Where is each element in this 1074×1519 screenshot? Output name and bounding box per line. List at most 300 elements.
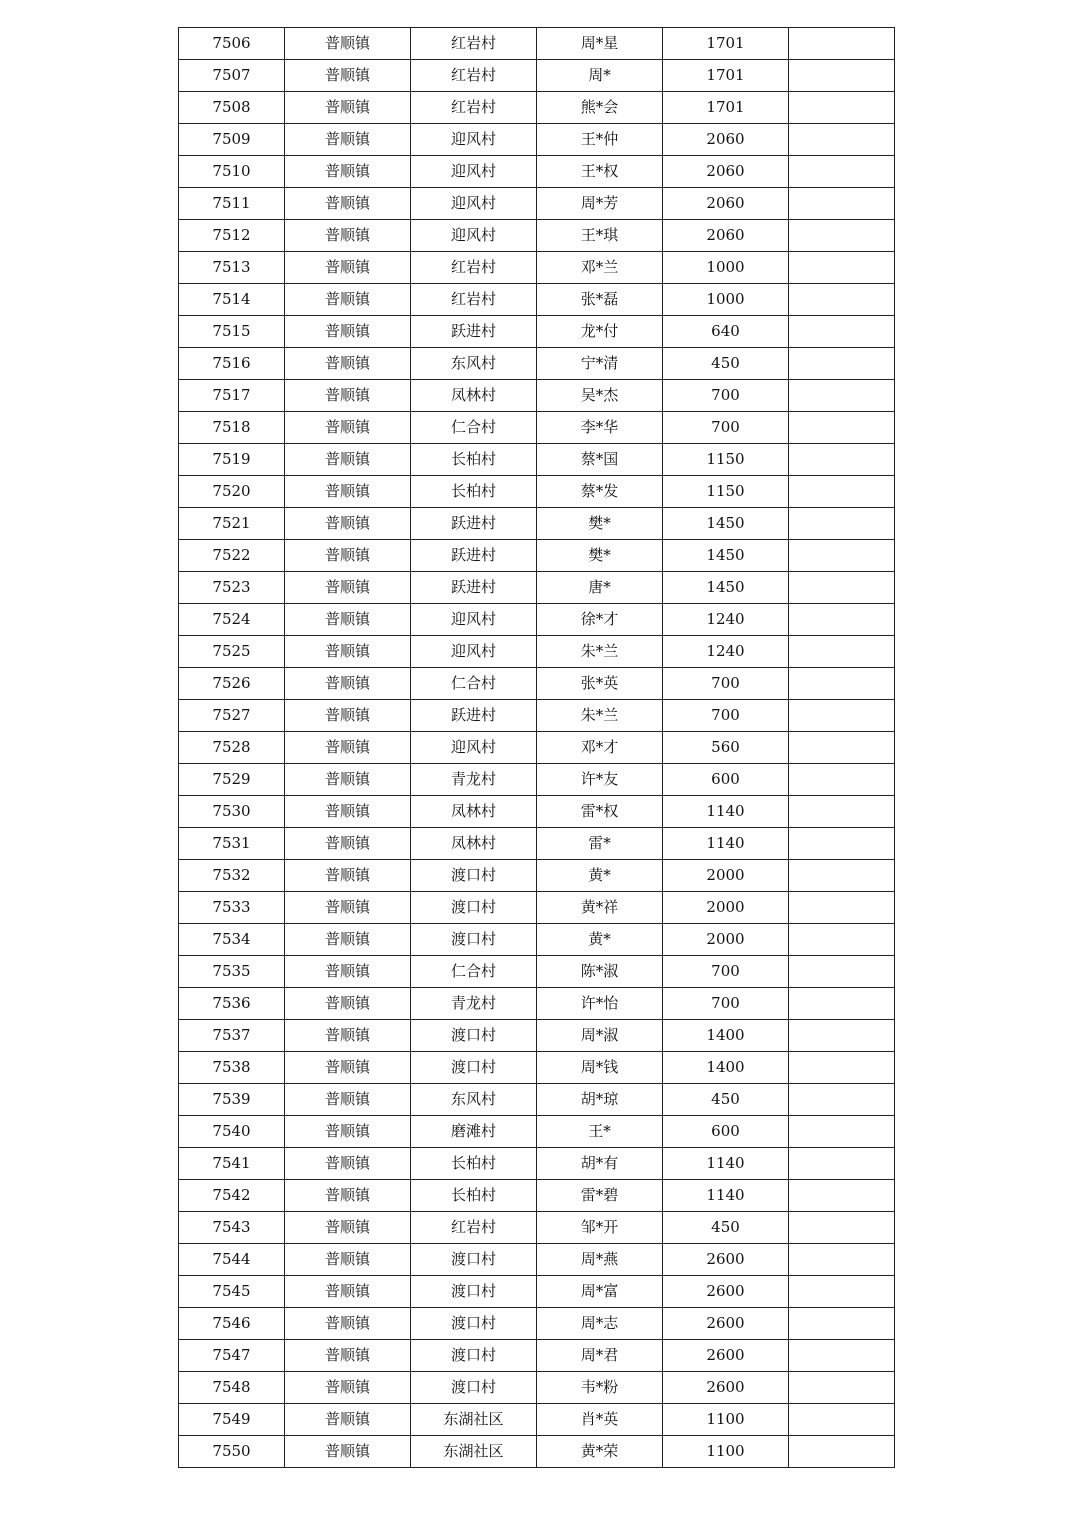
cell-amount: 1150 [663,476,789,508]
cell-town: 普顺镇 [285,1244,411,1276]
cell-town: 普顺镇 [285,1116,411,1148]
cell-note [789,956,895,988]
cell-town: 普顺镇 [285,1212,411,1244]
table-row [179,668,895,700]
cell-serial-number: 7528 [179,732,285,764]
cell-serial-number: 7508 [179,92,285,124]
cell-name: 蔡*国 [537,444,663,476]
cell-village: 迎风村 [411,220,537,252]
cell-note [789,1180,895,1212]
cell-name: 周*芳 [537,188,663,220]
cell-village: 跃进村 [411,572,537,604]
cell-amount: 450 [663,1212,789,1244]
cell-serial-number: 7537 [179,1020,285,1052]
cell-town: 普顺镇 [285,956,411,988]
cell-name: 雷* [537,828,663,860]
cell-name: 周*燕 [537,1244,663,1276]
cell-name: 王* [537,1116,663,1148]
cell-town: 普顺镇 [285,508,411,540]
cell-note [789,700,895,732]
cell-amount: 2060 [663,220,789,252]
cell-serial-number: 7533 [179,892,285,924]
cell-note [789,92,895,124]
cell-amount: 1150 [663,444,789,476]
cell-note [789,860,895,892]
cell-serial-number: 7519 [179,444,285,476]
cell-note [789,60,895,92]
cell-village: 东湖社区 [411,1404,537,1436]
cell-amount: 1400 [663,1052,789,1084]
cell-serial-number: 7514 [179,284,285,316]
cell-amount: 1450 [663,508,789,540]
cell-name: 蔡*发 [537,476,663,508]
table-row [179,604,895,636]
table-row [179,508,895,540]
cell-serial-number: 7534 [179,924,285,956]
cell-name: 唐* [537,572,663,604]
cell-note [789,1404,895,1436]
cell-town: 普顺镇 [285,1052,411,1084]
cell-name: 樊* [537,540,663,572]
cell-serial-number: 7515 [179,316,285,348]
cell-village: 长柏村 [411,444,537,476]
table-row [179,636,895,668]
cell-note [789,1116,895,1148]
cell-name: 周* [537,60,663,92]
cell-amount: 1140 [663,1180,789,1212]
table-row [179,1436,895,1468]
cell-name: 吴*杰 [537,380,663,412]
cell-town: 普顺镇 [285,828,411,860]
cell-note [789,1212,895,1244]
cell-serial-number: 7506 [179,28,285,60]
cell-note [789,188,895,220]
cell-village: 红岩村 [411,92,537,124]
cell-serial-number: 7543 [179,1212,285,1244]
cell-name: 黄* [537,924,663,956]
cell-serial-number: 7517 [179,380,285,412]
cell-town: 普顺镇 [285,316,411,348]
table-row [179,444,895,476]
cell-note [789,1276,895,1308]
cell-name: 许*友 [537,764,663,796]
cell-amount: 1240 [663,604,789,636]
cell-name: 李*华 [537,412,663,444]
cell-town: 普顺镇 [285,796,411,828]
table-row [179,1084,895,1116]
table-row [179,1148,895,1180]
cell-serial-number: 7513 [179,252,285,284]
cell-town: 普顺镇 [285,1308,411,1340]
cell-name: 樊* [537,508,663,540]
cell-serial-number: 7522 [179,540,285,572]
cell-village: 青龙村 [411,764,537,796]
cell-village: 红岩村 [411,284,537,316]
cell-village: 青龙村 [411,988,537,1020]
cell-village: 东湖社区 [411,1436,537,1468]
cell-serial-number: 7550 [179,1436,285,1468]
cell-village: 长柏村 [411,476,537,508]
cell-serial-number: 7527 [179,700,285,732]
cell-town: 普顺镇 [285,764,411,796]
cell-amount: 2000 [663,860,789,892]
cell-village: 渡口村 [411,1340,537,1372]
cell-village: 渡口村 [411,1308,537,1340]
cell-village: 跃进村 [411,316,537,348]
table-row [179,252,895,284]
cell-village: 渡口村 [411,924,537,956]
cell-amount: 450 [663,348,789,380]
cell-town: 普顺镇 [285,380,411,412]
cell-serial-number: 7536 [179,988,285,1020]
cell-note [789,732,895,764]
cell-serial-number: 7521 [179,508,285,540]
cell-town: 普顺镇 [285,668,411,700]
cell-note [789,1052,895,1084]
table-row [179,764,895,796]
cell-name: 雷*权 [537,796,663,828]
cell-town: 普顺镇 [285,860,411,892]
cell-amount: 700 [663,988,789,1020]
cell-serial-number: 7532 [179,860,285,892]
cell-town: 普顺镇 [285,156,411,188]
table-row [179,700,895,732]
cell-town: 普顺镇 [285,124,411,156]
cell-serial-number: 7531 [179,828,285,860]
cell-village: 仁合村 [411,956,537,988]
cell-village: 渡口村 [411,1276,537,1308]
cell-serial-number: 7529 [179,764,285,796]
cell-note [789,1148,895,1180]
data-table [178,27,895,1468]
cell-town: 普顺镇 [285,636,411,668]
cell-town: 普顺镇 [285,1404,411,1436]
cell-village: 迎风村 [411,604,537,636]
table-row [179,1020,895,1052]
cell-name: 徐*才 [537,604,663,636]
cell-town: 普顺镇 [285,28,411,60]
cell-name: 熊*会 [537,92,663,124]
cell-town: 普顺镇 [285,284,411,316]
table-row [179,220,895,252]
cell-note [789,220,895,252]
cell-amount: 2600 [663,1372,789,1404]
table-row [179,1180,895,1212]
cell-serial-number: 7548 [179,1372,285,1404]
table-row [179,188,895,220]
cell-name: 邓*兰 [537,252,663,284]
cell-serial-number: 7535 [179,956,285,988]
cell-note [789,924,895,956]
cell-town: 普顺镇 [285,444,411,476]
cell-amount: 450 [663,1084,789,1116]
cell-name: 黄*祥 [537,892,663,924]
cell-name: 许*怡 [537,988,663,1020]
cell-note [789,252,895,284]
cell-town: 普顺镇 [285,252,411,284]
cell-note [789,348,895,380]
cell-town: 普顺镇 [285,732,411,764]
table-row [179,1308,895,1340]
cell-amount: 1450 [663,572,789,604]
cell-village: 仁合村 [411,668,537,700]
cell-note [789,796,895,828]
cell-village: 跃进村 [411,540,537,572]
cell-amount: 1100 [663,1404,789,1436]
cell-village: 红岩村 [411,60,537,92]
cell-town: 普顺镇 [285,604,411,636]
cell-name: 胡*琼 [537,1084,663,1116]
cell-serial-number: 7509 [179,124,285,156]
cell-name: 周*富 [537,1276,663,1308]
cell-name: 韦*粉 [537,1372,663,1404]
cell-name: 黄*荣 [537,1436,663,1468]
cell-serial-number: 7539 [179,1084,285,1116]
cell-serial-number: 7544 [179,1244,285,1276]
cell-amount: 2060 [663,156,789,188]
table-row [179,156,895,188]
cell-note [789,380,895,412]
cell-note [789,540,895,572]
cell-amount: 1450 [663,540,789,572]
table-row [179,892,895,924]
cell-serial-number: 7512 [179,220,285,252]
table-row [179,796,895,828]
cell-name: 周*钱 [537,1052,663,1084]
cell-village: 东风村 [411,1084,537,1116]
table-row [179,540,895,572]
cell-amount: 700 [663,380,789,412]
cell-name: 张*磊 [537,284,663,316]
table-row [179,860,895,892]
cell-town: 普顺镇 [285,1436,411,1468]
cell-note [789,1308,895,1340]
cell-serial-number: 7540 [179,1116,285,1148]
cell-town: 普顺镇 [285,1020,411,1052]
cell-serial-number: 7510 [179,156,285,188]
cell-village: 渡口村 [411,860,537,892]
cell-village: 跃进村 [411,508,537,540]
cell-amount: 700 [663,412,789,444]
cell-town: 普顺镇 [285,1276,411,1308]
cell-note [789,284,895,316]
cell-village: 仁合村 [411,412,537,444]
cell-name: 朱*兰 [537,700,663,732]
table-row [179,348,895,380]
cell-amount: 600 [663,1116,789,1148]
cell-amount: 1240 [663,636,789,668]
cell-serial-number: 7526 [179,668,285,700]
cell-note [789,28,895,60]
cell-town: 普顺镇 [285,924,411,956]
cell-name: 朱*兰 [537,636,663,668]
table-row [179,412,895,444]
cell-amount: 560 [663,732,789,764]
table-row [179,284,895,316]
cell-town: 普顺镇 [285,892,411,924]
cell-town: 普顺镇 [285,60,411,92]
cell-name: 宁*清 [537,348,663,380]
cell-note [789,1244,895,1276]
cell-village: 迎风村 [411,124,537,156]
cell-village: 迎风村 [411,188,537,220]
cell-village: 凤林村 [411,380,537,412]
cell-name: 陈*淑 [537,956,663,988]
table-row [179,316,895,348]
cell-note [789,1084,895,1116]
cell-amount: 1100 [663,1436,789,1468]
table-row [179,124,895,156]
cell-town: 普顺镇 [285,1180,411,1212]
cell-note [789,988,895,1020]
table-row [179,956,895,988]
table-row [179,28,895,60]
cell-village: 迎风村 [411,732,537,764]
cell-amount: 2600 [663,1340,789,1372]
cell-amount: 700 [663,668,789,700]
cell-name: 周*君 [537,1340,663,1372]
cell-town: 普顺镇 [285,476,411,508]
table-row [179,828,895,860]
cell-town: 普顺镇 [285,1084,411,1116]
cell-serial-number: 7549 [179,1404,285,1436]
cell-village: 磨滩村 [411,1116,537,1148]
cell-name: 龙*付 [537,316,663,348]
table-body [179,28,895,1468]
cell-town: 普顺镇 [285,220,411,252]
cell-amount: 1140 [663,828,789,860]
cell-note [789,1020,895,1052]
cell-amount: 700 [663,956,789,988]
cell-note [789,636,895,668]
cell-town: 普顺镇 [285,1148,411,1180]
table-row [179,60,895,92]
cell-name: 邓*才 [537,732,663,764]
cell-serial-number: 7530 [179,796,285,828]
cell-amount: 1701 [663,28,789,60]
cell-serial-number: 7507 [179,60,285,92]
cell-amount: 2060 [663,188,789,220]
cell-serial-number: 7547 [179,1340,285,1372]
cell-note [789,668,895,700]
cell-name: 周*志 [537,1308,663,1340]
cell-note [789,476,895,508]
table-row [179,1372,895,1404]
cell-village: 渡口村 [411,1020,537,1052]
cell-name: 周*淑 [537,1020,663,1052]
table-row [179,1276,895,1308]
cell-village: 长柏村 [411,1180,537,1212]
cell-note [789,1436,895,1468]
cell-name: 肖*英 [537,1404,663,1436]
cell-village: 红岩村 [411,28,537,60]
cell-serial-number: 7520 [179,476,285,508]
cell-amount: 700 [663,700,789,732]
cell-note [789,124,895,156]
cell-note [789,572,895,604]
table-row [179,1340,895,1372]
cell-amount: 640 [663,316,789,348]
cell-village: 跃进村 [411,700,537,732]
table-row [179,476,895,508]
cell-serial-number: 7518 [179,412,285,444]
cell-serial-number: 7511 [179,188,285,220]
cell-amount: 2000 [663,892,789,924]
cell-note [789,828,895,860]
cell-serial-number: 7523 [179,572,285,604]
cell-village: 渡口村 [411,1244,537,1276]
cell-town: 普顺镇 [285,1340,411,1372]
cell-serial-number: 7538 [179,1052,285,1084]
cell-name: 邹*开 [537,1212,663,1244]
cell-note [789,1372,895,1404]
cell-village: 红岩村 [411,252,537,284]
cell-note [789,444,895,476]
cell-town: 普顺镇 [285,92,411,124]
cell-amount: 1400 [663,1020,789,1052]
table-row [179,92,895,124]
cell-amount: 2600 [663,1244,789,1276]
cell-village: 东风村 [411,348,537,380]
cell-village: 迎风村 [411,156,537,188]
cell-note [789,412,895,444]
cell-village: 迎风村 [411,636,537,668]
table-row [179,380,895,412]
table-row [179,988,895,1020]
cell-name: 张*英 [537,668,663,700]
cell-amount: 2600 [663,1308,789,1340]
cell-serial-number: 7546 [179,1308,285,1340]
cell-village: 长柏村 [411,1148,537,1180]
table-row [179,1244,895,1276]
cell-note [789,764,895,796]
cell-note [789,892,895,924]
cell-name: 王*仲 [537,124,663,156]
cell-name: 黄* [537,860,663,892]
cell-town: 普顺镇 [285,700,411,732]
cell-amount: 1140 [663,796,789,828]
cell-amount: 2000 [663,924,789,956]
cell-amount: 2060 [663,124,789,156]
cell-name: 雷*碧 [537,1180,663,1212]
table-row [179,1052,895,1084]
cell-town: 普顺镇 [285,412,411,444]
cell-serial-number: 7542 [179,1180,285,1212]
table-row [179,1212,895,1244]
cell-note [789,508,895,540]
cell-serial-number: 7516 [179,348,285,380]
cell-town: 普顺镇 [285,1372,411,1404]
cell-name: 周*星 [537,28,663,60]
cell-amount: 1701 [663,60,789,92]
cell-amount: 1701 [663,92,789,124]
cell-village: 凤林村 [411,796,537,828]
table-row [179,572,895,604]
cell-note [789,156,895,188]
cell-town: 普顺镇 [285,572,411,604]
cell-serial-number: 7545 [179,1276,285,1308]
cell-village: 凤林村 [411,828,537,860]
cell-town: 普顺镇 [285,348,411,380]
cell-town: 普顺镇 [285,188,411,220]
cell-village: 渡口村 [411,892,537,924]
table-row [179,1404,895,1436]
cell-name: 胡*有 [537,1148,663,1180]
cell-amount: 2600 [663,1276,789,1308]
cell-name: 王*琪 [537,220,663,252]
cell-serial-number: 7525 [179,636,285,668]
cell-serial-number: 7524 [179,604,285,636]
